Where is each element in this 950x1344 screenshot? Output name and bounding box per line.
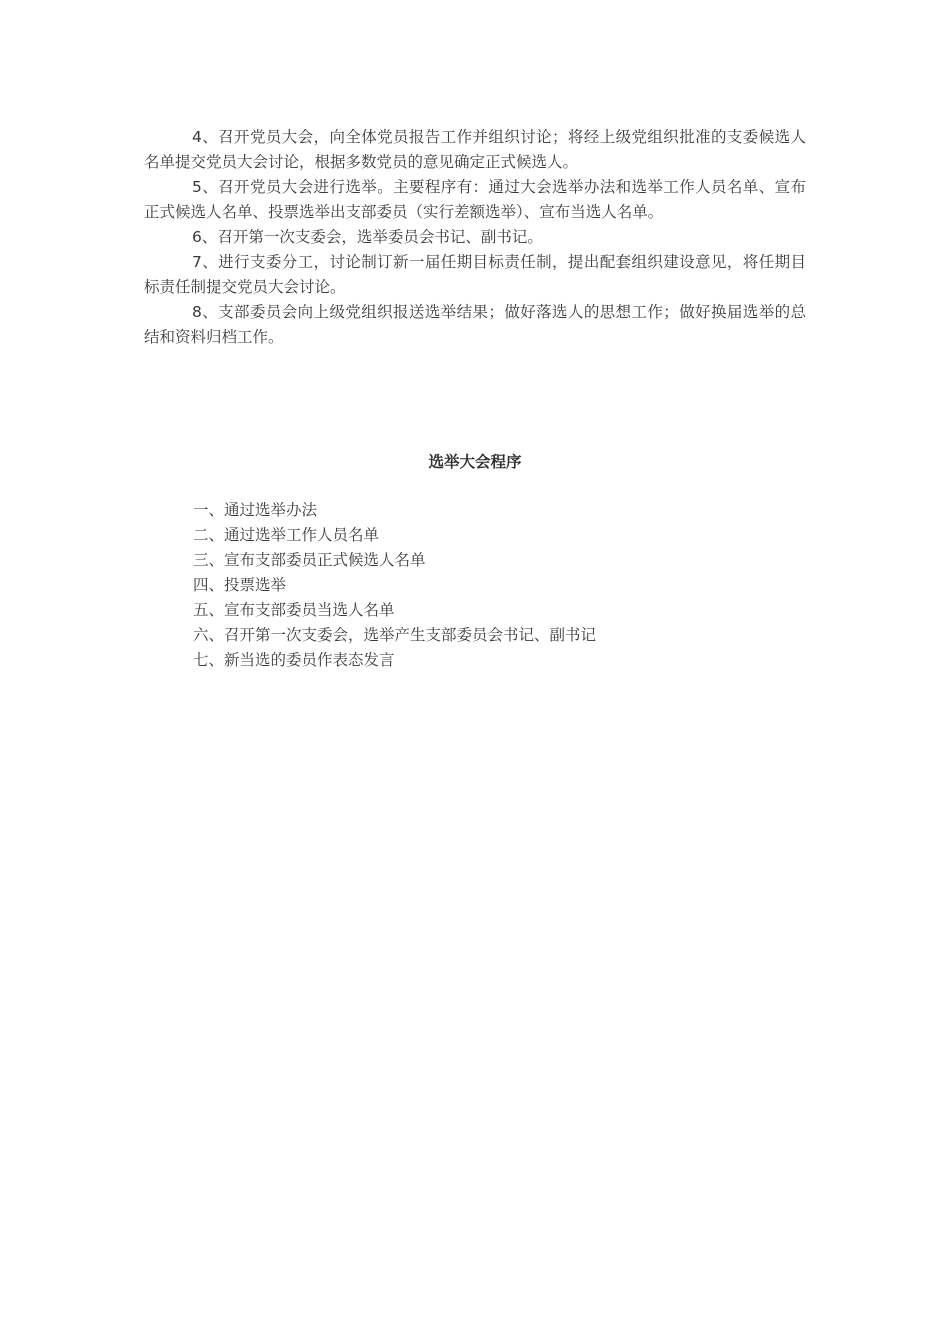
agenda-item: 五、宣布支部委员当选人名单 [193, 601, 395, 619]
step-paragraph: 5、召开党员大会进行选举。主要程序有：通过大会选举办法和选举工作人员名单、宣布正式候选人名单、投票选举出支部委员（实行差额选举）、宣布当选人名单。 [144, 178, 806, 221]
agenda-item: 四、投票选举 [193, 576, 287, 594]
agenda-list [193, 498, 793, 673]
agenda-item: 二、通过选举工作人员名单 [193, 526, 380, 544]
section-title: 选举大会程序 [428, 453, 522, 471]
agenda-item: 三、宣布支部委员正式候选人名单 [193, 551, 426, 569]
step-paragraph: 4、召开党员大会，向全体党员报告工作并组织讨论；将经上级党组织批准的支委候选人名单提交党员大会讨论，根据多数党员的意见确定正式候选人。 [144, 128, 806, 171]
step-paragraph: 7、进行支委分工，讨论制订新一届任期目标责任制，提出配套组织建设意见，将任期目标责任制提交党员大会讨论。 [144, 253, 806, 296]
step-paragraph: 6、召开第一次支委会，选举委员会书记、副书记。 [192, 228, 543, 246]
step-paragraph: 8、支部委员会向上级党组织报送选举结果；做好落选人的思想工作；做好换届选举的总结和资料归档工作。 [144, 303, 806, 346]
agenda-item: 六、召开第一次支委会，选举产生支部委员会书记、副书记 [193, 626, 597, 644]
procedure-steps [144, 125, 806, 350]
agenda-item: 一、通过选举办法 [193, 501, 318, 519]
agenda-item: 七、新当选的委员作表态发言 [193, 651, 395, 669]
